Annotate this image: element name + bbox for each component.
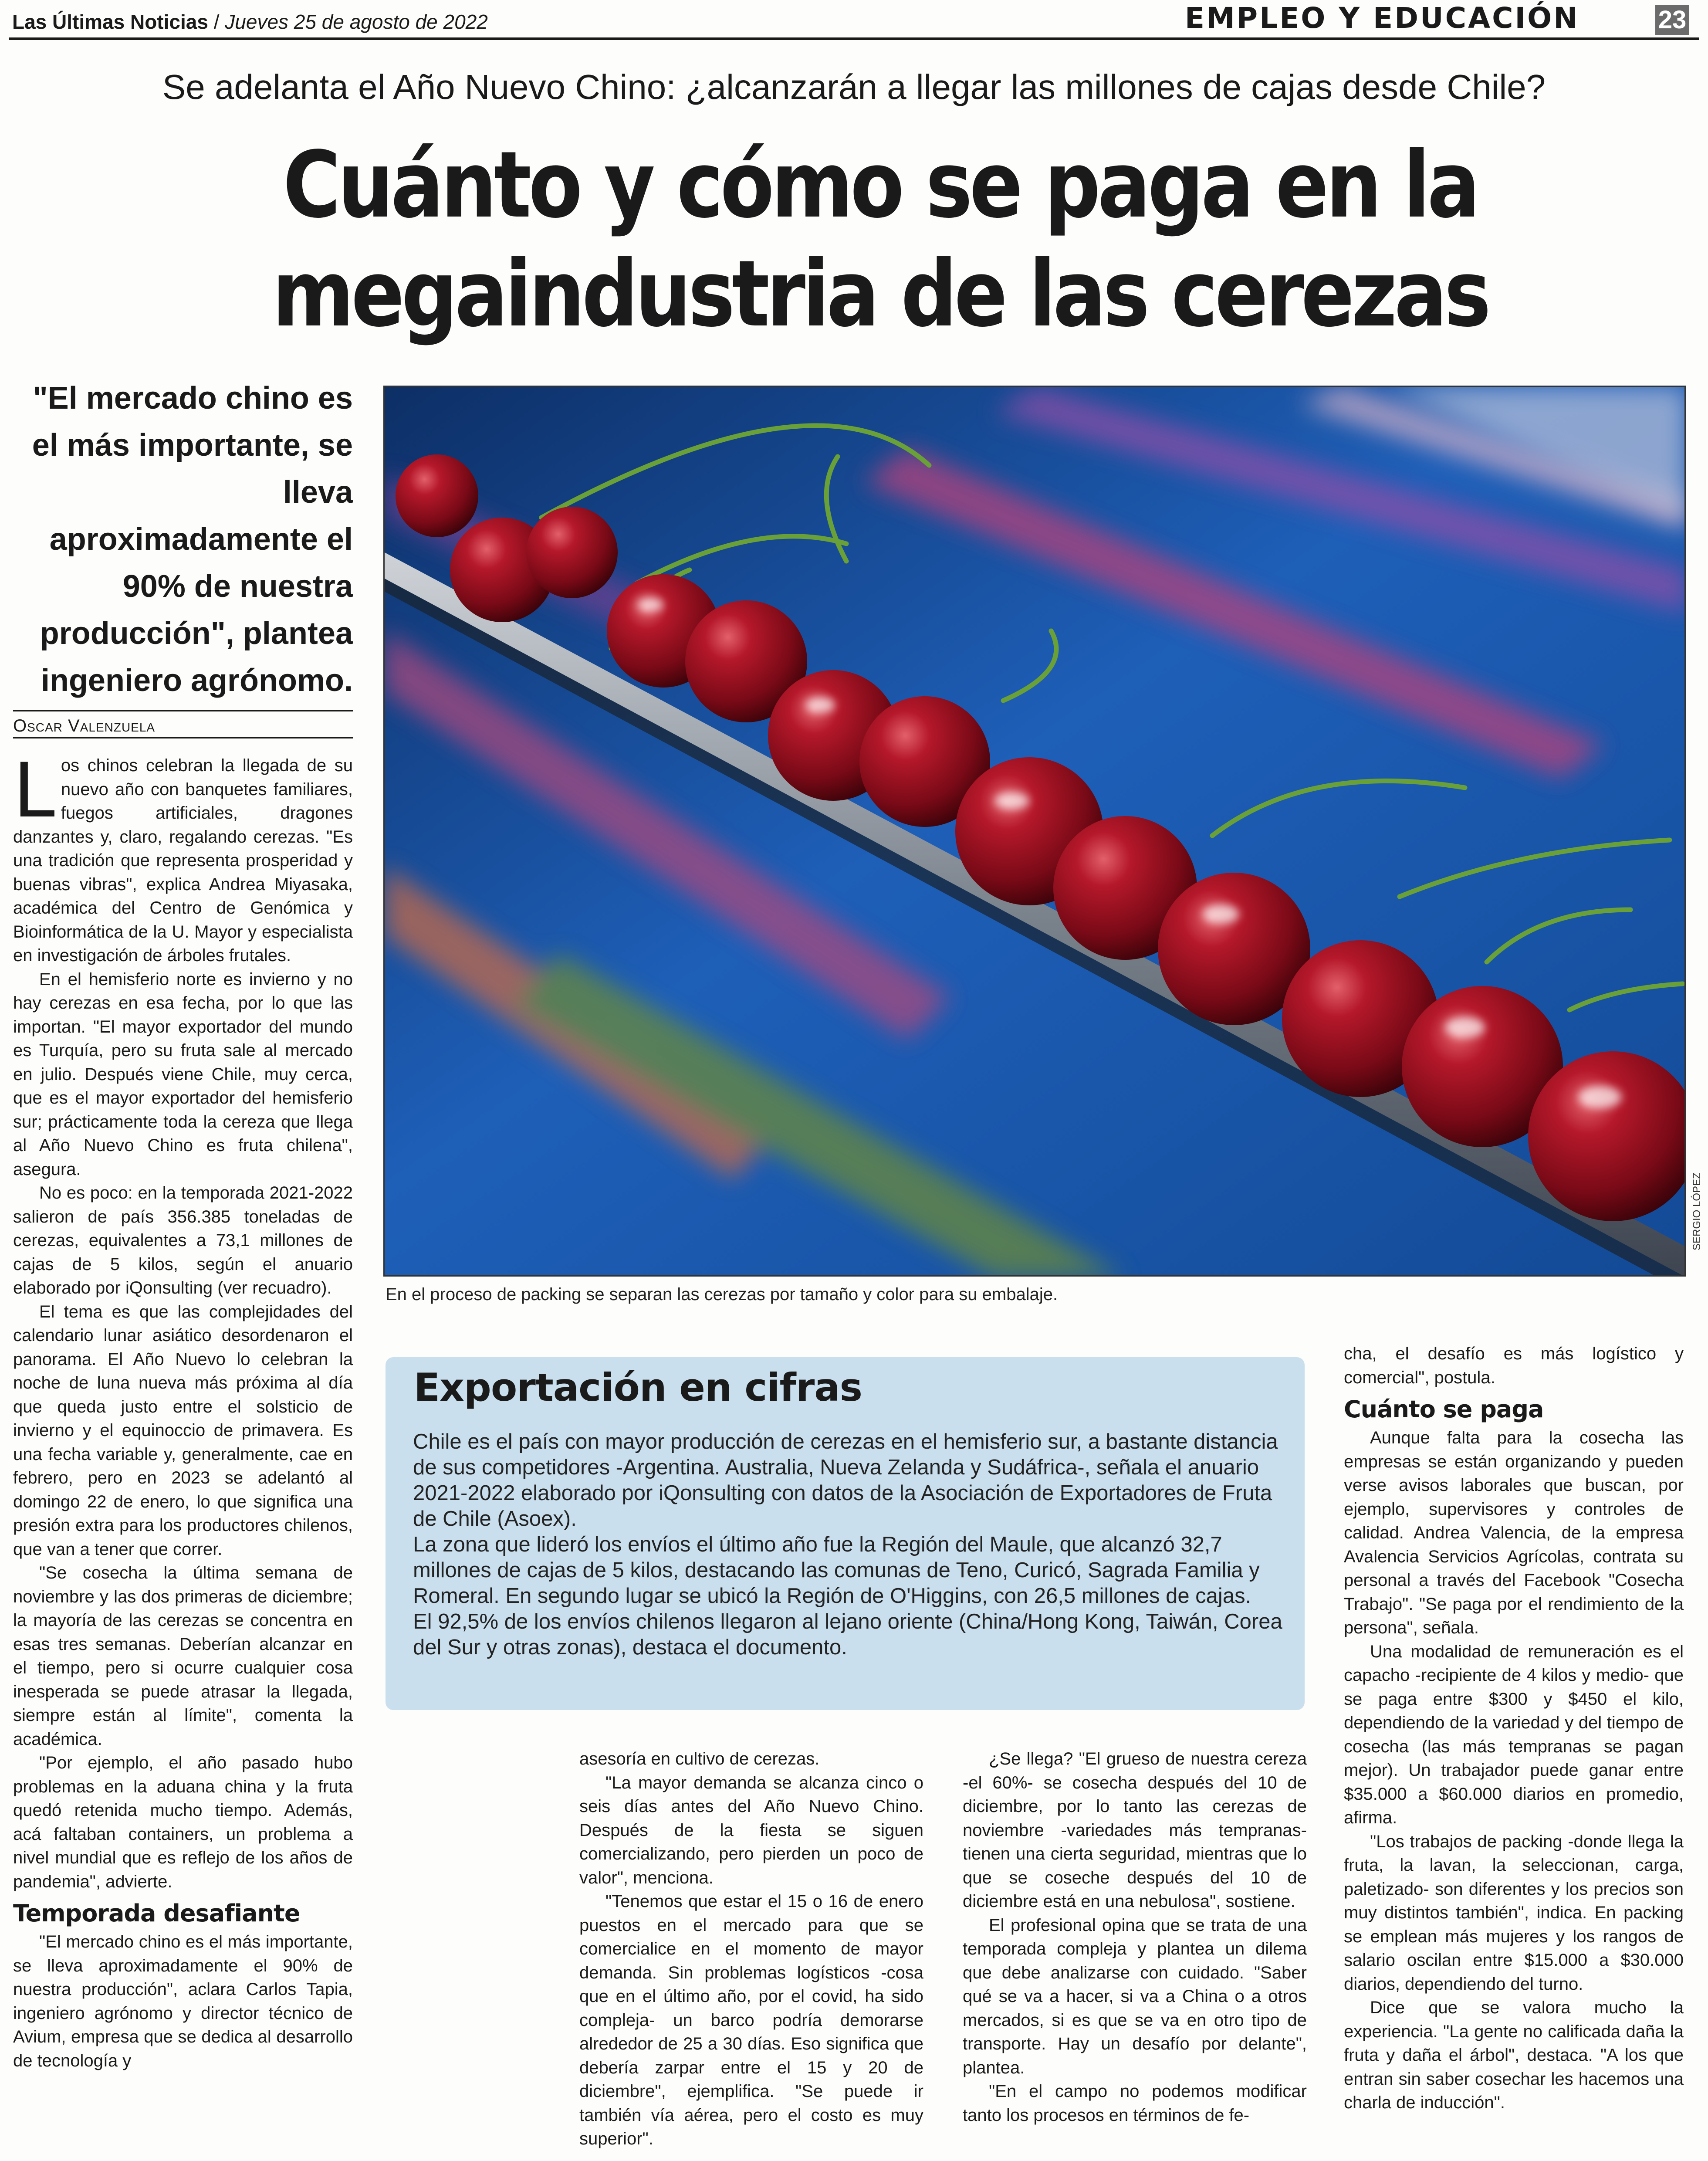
- body-column-4: [1344, 1342, 1684, 2161]
- body-paragraph: asesoría en cultivo de cerezas.: [579, 1749, 820, 1768]
- body-paragraph: "Tenemos que estar el 15 o 16 de enero puestos en el mercado para que se comercialice en el momento de mayor demanda. Sin problemas logísticos -cosa que en el último año, por el covid, ha sido compleja- un barco podría demorarse alrededor de 25 a 30 días. Eso significa que debería zarpar entre el 15 y 20 de diciembre", ejemplifica. "Se puede ir también vía aérea, pero el costo es muy superior".: [579, 1892, 923, 2148]
- body-paragraph: Dice que se valora mucho la experiencia. "La gente no calificada daña la fruta y daña el árbol", destaca. "A los que entran sin saber cosechar les hacemos una charla de inducción".: [1344, 1998, 1684, 2112]
- page-number: 23: [1655, 5, 1689, 35]
- photo-caption: En el proceso de packing se separan las cerezas por tamaño y color para su embalaje.: [386, 1285, 1058, 1304]
- cherries-photo: [383, 386, 1686, 1277]
- body-column-2: [579, 1747, 923, 2161]
- byline-rule: [13, 737, 353, 738]
- paper-name: Las Últimas Noticias: [12, 10, 208, 33]
- photo-credit: SERGIO LÓPEZ: [1691, 1172, 1703, 1250]
- body-paragraph: "Los trabajos de packing -donde llega la fruta, la lavan, la seleccionan, carga, paletizado- son diferentes y los precios son muy distintos también", indica. En packing se emplean más mujeres y los rangos de salario oscilan entre $15.000 a $30.000 diarios, dependiendo del turno.: [1344, 1832, 1684, 1994]
- body-paragraph: El tema es que las complejidades del calendario lunar asiático desordenaron el panorama. El Año Nuevo lo celebran la noche de luna nueva más próxima al día que queda justo entre el solsticio de invierno y el equinoccio de primavera. Es una fecha variable y, generalmente, cae en febrero, pero en 2023 se adelantó al domingo 22 de enero, lo que significa una presión extra para los productores chilenos, que van a tener que correr.: [13, 1302, 353, 1559]
- sidebar-paragraph: Chile es el país con mayor producción de cerezas en el hemisferio sur, a bastante distancia de sus competidores -Argentina. Australia, Nueva Zelanda y Sudáfrica-, señala el anuario 2021-2022 elaborado por iQonsulting con datos de la Asociación de Exportadores de Fruta de Chile (Asoex).: [413, 1430, 1278, 1531]
- body-paragraph: "Por ejemplo, el año pasado hubo problemas en la aduana china y la fruta quedó retenida mucho tiempo. Además, acá faltaban containers, un problema a nivel mundial que es reflejo de los años de pandemia", advierte.: [13, 1753, 353, 1891]
- pull-quote-rule: [13, 710, 353, 711]
- article-headline: [145, 131, 1614, 349]
- body-paragraph: El profesional opina que se trata de una temporada compleja y plantea un dilema que debe analizarse con cuidado. "Saber qué se va a hacer, si va a China o a otros mercados, si es que se va en otro tipo de transporte. Hay un desafío por delante", plantea.: [963, 1915, 1307, 2077]
- subheading-temporada: Temporada desafiante: [13, 1900, 300, 1927]
- body-column-3: [963, 1747, 1307, 2161]
- body-paragraph: No es poco: en la temporada 2021-2022 salieron de país 356.385 toneladas de cerezas, equivalentes a 73,1 millones de cajas de 5 kilos, según el anuario elaborado por iQonsulting (ver recuadro).: [13, 1183, 353, 1297]
- masthead-separator: /: [208, 10, 225, 33]
- masthead-rule: [9, 37, 1699, 40]
- sidebar-paragraph: El 92,5% de los envíos chilenos llegaron al lejano oriente (China/Hong Kong, Taiwán, Corea del Sur y otras zonas), destaca el documento.: [413, 1610, 1282, 1659]
- article-kicker: Se adelanta el Año Nuevo Chino: ¿alcanzarán a llegar las millones de cajas desde Chile?: [162, 68, 1546, 106]
- body-paragraph: En el hemisferio norte es invierno y no hay cerezas en esa fecha, por lo que las importan. "El mayor exportador del mundo es Turquía, pero su fruta sale al mercado en julio. Después viene Chile, muy cerca, que es el mayor exportador del hemisferio sur; prácticamente toda la cereza que llega al Año Nuevo Chino es fruta chilena", asegura.: [13, 969, 353, 1179]
- sidebar-text: [413, 1429, 1289, 1660]
- sidebar-paragraph: La zona que lideró los envíos el último año fue la Región del Maule, que alcanzó 32,7 millones de cajas de 5 kilos, destacando las comunas de Teno, Curicó, Sagrada Familia y Romeral. En segundo lugar se ubicó la Región de O'Higgins, con 26,5 millones de cajas.: [413, 1533, 1260, 1608]
- body-column-1: [13, 754, 353, 2161]
- body-paragraph: Aunque falta para la cosecha las empresas se están organizando y pueden verse avisos laborales que buscan, por ejemplo, supervisores y controles de calidad. Andrea Valencia, de la empresa Avalencia Servicios Agrícolas, contrata su personal a través del Facebook "Cosecha Trabajo". "Se paga por el rendimiento de la persona", señala.: [1344, 1428, 1684, 1637]
- section-name: EMPLEO Y EDUCACIÓN: [1185, 1, 1579, 35]
- body-paragraph: ¿Se llega? "El grueso de nuestra cereza -el 60%- se cosecha después del 10 de diciembre, por lo tanto las cerezas de noviembre -variedades más tempranas- tienen una cierta seguridad, mientras que lo que se coseche después del 10 de diciembre está en una nebulosa", sostiene.: [963, 1749, 1307, 1911]
- pull-quote: "El mercado chino es el más importante, se lleva aproximadamente el 90% de nuestra producción", plantea ingeniero agrónomo.: [32, 381, 353, 698]
- paragraph-text: os chinos celebran la llegada de su nuevo año con banquetes familiares, fuegos artificiales, dragones danzantes y, claro, regalando cerezas. "Es una tradición que representa prosperidad y buenas vibras", explica Andrea Miyasaka, académica del Centro de Genómica y Bioinformática de la U. Mayor y especialista en investigación de árboles frutales.: [13, 756, 353, 965]
- drop-cap: L: [13, 754, 55, 834]
- body-paragraph: cha, el desafío es más logístico y comercial", postula.: [1344, 1344, 1684, 1387]
- headline-line-1: Cuánto y cómo se paga en la: [283, 132, 1478, 238]
- body-paragraph: "Se cosecha la última semana de noviembre y las dos primeras de diciembre; la mayoría de las cerezas se concentra en esas tres semanas. Deberían alcanzar en el tiempo, pero si ocurre cualquier cosa inesperada se puede atrasar la llegada, siempre están al límite", comenta la académica.: [13, 1563, 353, 1749]
- subheading-cuanto-se-paga: Cuánto se paga: [1344, 1396, 1544, 1423]
- body-paragraph: [13, 754, 353, 968]
- body-paragraph: "El mercado chino es el más importante, se lleva aproximadamente el 90% de nuestra producción", aclara Carlos Tapia, ingeniero agrónomo y director técnico de Avium, empresa que se dedica al desarrollo de tecnología y: [13, 1932, 353, 2070]
- body-paragraph: "La mayor demanda se alcanza cinco o seis días antes del Año Nuevo Chino. Después de la fiesta se siguen comercializando, pero pierden un poco de valor", menciona.: [579, 1773, 923, 1887]
- masthead-publication: [12, 10, 488, 34]
- publication-date: Jueves 25 de agosto de 2022: [225, 10, 488, 33]
- body-paragraph: Una modalidad de remuneración es el capacho -recipiente de 4 kilos y medio- que se paga entre $300 y $450 el kilo, dependiendo de la variedad y del tiempo de cosecha (las más tempranas se pagan mejor). Un trabajador puede ganar entre $35.000 a $60.000 diarios en promedio, afirma.: [1344, 1642, 1684, 1827]
- sidebar-title: Exportación en cifras: [414, 1365, 862, 1410]
- headline-line-2: megaindustria de las cerezas: [272, 240, 1488, 347]
- body-paragraph: "En el campo no podemos modificar tanto los procesos en términos de fe-: [963, 2082, 1307, 2125]
- byline: Oscar Valenzuela: [13, 716, 156, 735]
